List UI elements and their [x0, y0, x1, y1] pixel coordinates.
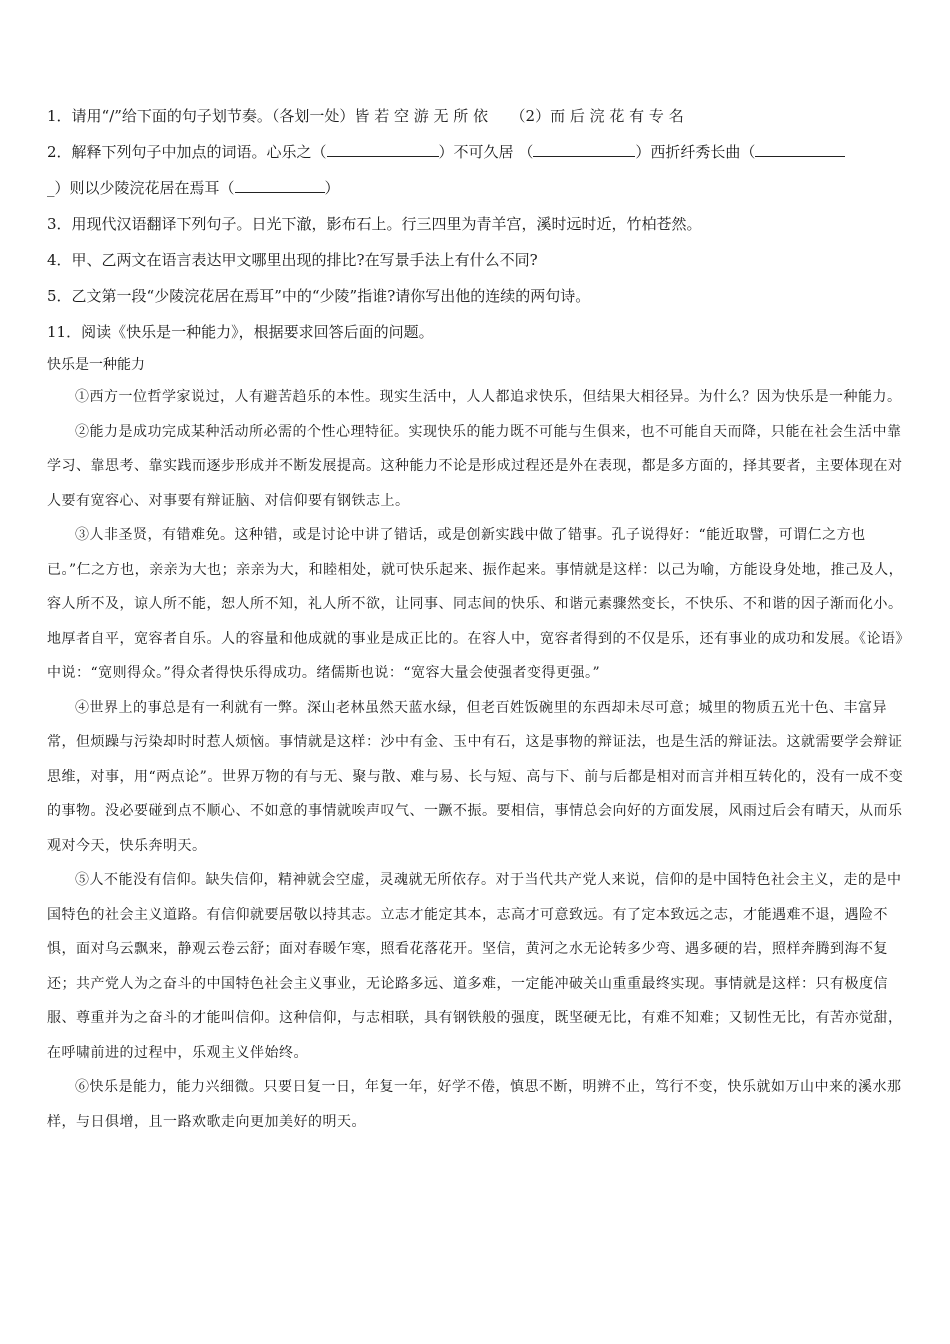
question-4: 4．甲、乙两文在语言表达甲文哪里出现的排比?在写景手法上有什么不同? [47, 251, 538, 269]
question-11: 11．阅读《快乐是一种能力》，根据要求回答后面的问题。 [47, 323, 434, 341]
question-1: 1．请用“/”给下面的句子划节奏。（各划一处）皆 若 空 游 无 所 依 （2）而 后 浣 花 有 专 名 [47, 107, 684, 125]
answer-blank[interactable] [755, 141, 845, 157]
question-2-part-d: _）则以少陵浣花居在焉耳（ [47, 179, 235, 197]
question-2 [47, 134, 907, 206]
article-title: 快乐是一种能力 [47, 357, 145, 373]
answer-blank[interactable] [235, 177, 325, 193]
question-2-part-c: ）西折纤秀长曲（ [635, 143, 756, 161]
question-5: 5．乙文第一段“少陵浣花居在焉耳”中的“少陵”指谁?请你写出他的连续的两句诗。 [47, 287, 591, 305]
article-paragraph: ⑤人不能没有信仰。缺失信仰，精神就会空虚，灵魂就无所依存。对于当代共产党人来说，信仰的是中国特色社会主义，走的是中国特色的社会主义道路。有信仰就要居敬以持其志。立志才能定其本，志高才可意致远。有了定本致远之志，才能遇难不退，遇险不惧，面对乌云飘来，静观云卷云舒；面对春暖乍寒，照看花落花开。坚信，黄河之水无论转多少弯、遇多硬的岩，照样奔腾到海不复还；共产党人为之奋斗的中国特色社会主义事业，无论路多远、道多难，一定能冲破关山重重最终实现。事情就是这样：只有极度信服、尊重并为之奋斗的才能叫信仰。这种信仰，与志相联，具有钢铁般的强度，既坚硬无比，有难不知难；又韧性无比，有苦亦觉甜，在呼啸前进的过程中，乐观主义伴始终。 [47, 872, 903, 1061]
article-paragraph: ①西方一位哲学家说过，人有避苦趋乐的本性。现实生活中，人人都追求快乐，但结果大相径异。为什么？因为快乐是一种能力。 [75, 389, 902, 405]
article-paragraph: ④世界上的事总是有一利就有一弊。深山老林虽然天蓝水绿，但老百姓饭碗里的东西却未尽可意；城里的物质五光十色、丰富异常，但烦躁与污染却时时惹人烦恼。事情就是这样：沙中有金、玉中有石，这是事物的辩证法，也是生活的辩证法。这就需要学会辩证思维，对事，用“两点论”。世界万物的有与无、聚与散、难与易、长与短、高与下、前与后都是相对而言并相互转化的，没有一成不变的事物。没必要碰到点不顺心、不如意的事情就唉声叹气、一蹶不振。要相信，事情总会向好的方面发展，风雨过后会有晴天，从而乐观对今天，快乐奔明天。 [47, 699, 904, 854]
question-2-part-e: ） [324, 179, 340, 197]
question-2-part-a: 2．解释下列句子中加点的词语。心乐之（ [47, 143, 327, 161]
article-paragraph: ②能力是成功完成某种活动所必需的个性心理特征。实现快乐的能力既不可能与生俱来，也不可能自天而降，只能在社会生活中靠学习、靠思考、靠实践而逐步形成并不断发展提高。这种能力不论是形成过程还是外在表现，都是多方面的，择其要者，主要体现在对人要有宽容心、对事要有辩证脑、对信仰要有钢铁志上。 [47, 423, 903, 509]
article-paragraph: ③人非圣贤，有错难免。这种错，或是讨论中讲了错话，或是创新实践中做了错事。孔子说得好：“能近取譬，可谓仁之方也已。”仁之方也，亲亲为大也；亲亲为大，和睦相处，就可快乐起来、振作起来。事情就是这样：以己为喻，方能设身处地，推己及人，容人所不及，谅人所不能，恕人所不知，礼人所不欲，让同事、同志间的快乐、和谐元素骤然变长，不快乐、不和谐的因子渐而化小。地厚者自平，宽容者自乐。人的容量和他成就的事业是成正比的。在容人中，宽容者得到的不仅是乐，还有事业的成功和发展。《论语》中说：“宽则得众。”得众者得快乐得成功。绪儒斯也说：“宽容大量会使强者变得更强。” [47, 527, 904, 681]
article-paragraph: ⑥快乐是能力，能力兴细微。只要日复一日，年复一年，好学不倦，慎思不断，明辨不止，笃行不变，快乐就如万山中来的溪水那样，与日俱增，且一路欢歌走向更加美好的明天。 [47, 1079, 902, 1130]
question-3: 3．用现代汉语翻译下列句子。日光下澈，影布石上。行三四里为青羊宫，溪时远时近，竹柏苍然。 [47, 215, 702, 233]
answer-blank[interactable] [327, 141, 439, 157]
document-page [47, 98, 907, 1139]
question-2-part-b: ）不可久居 （ [438, 143, 534, 161]
answer-blank[interactable] [533, 141, 635, 157]
